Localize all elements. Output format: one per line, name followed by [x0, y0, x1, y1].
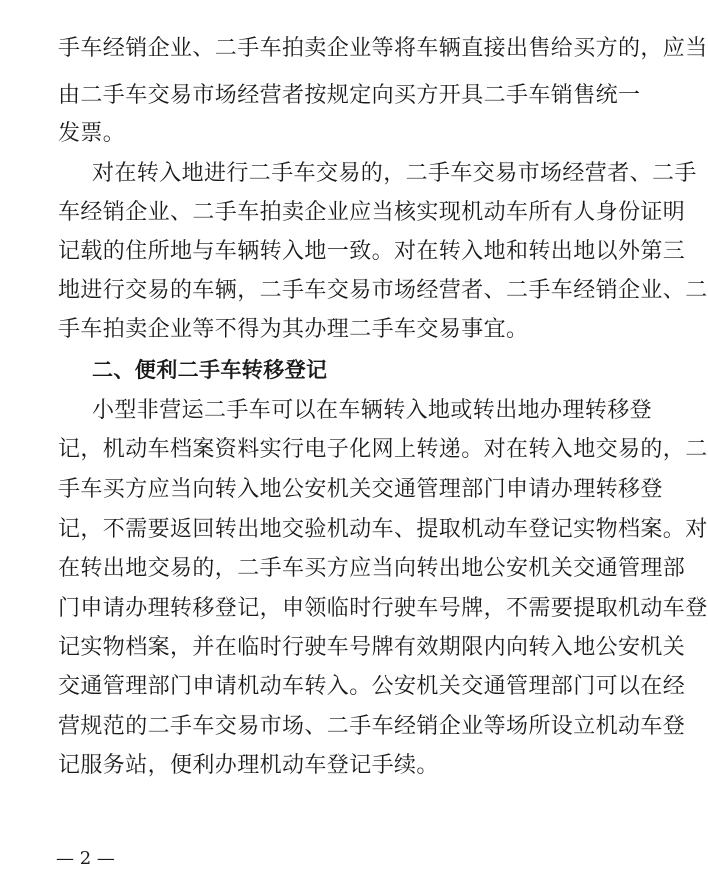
body-text-line: 手车拍卖企业等不得为其办理二手车交易事宜。 [58, 317, 529, 342]
body-text-line: 门申请办理转移登记，申领临时行驶车号牌，不需要提取机动车登 [58, 596, 708, 621]
body-text-line: 交通管理部门申请机动车转入。公安机关交通管理部门可以在经 [58, 674, 686, 699]
page-number: — 2 — [56, 848, 115, 869]
body-text-line: 车经销企业、二手车拍卖企业应当核实现机动车所有人身份证明 [58, 200, 686, 225]
body-text-line: 记，不需要返回转出地交验机动车、提取机动车登记实物档案。对 [58, 517, 708, 542]
body-text-line: 小型非营运二手车可以在车辆转入地或转出地办理转移登 [92, 398, 653, 423]
body-text-line: 记，机动车档案资料实行电子化网上转递。对在转入地交易的，二 [58, 437, 708, 462]
body-text-line: 手车买方应当向转入地公安机关交通管理部门申请办理转移登 [58, 477, 663, 502]
body-text-line: 在转出地交易的，二手车买方应当向转出地公安机关交通管理部 [58, 556, 686, 581]
body-text-line: 手车经销企业、二手车拍卖企业等将车辆直接出售给买方的，应当 [58, 36, 708, 61]
section-heading: 二、便利二手车转移登记 [92, 358, 328, 382]
body-text-line: 由二手车交易市场经营者按规定向买方开具二手车销售统一 [58, 83, 641, 108]
body-text-line: 记实物档案，并在临时行驶车号牌有效期限内向转入地公安机关 [58, 635, 686, 660]
body-text-line: 发票。 [58, 121, 126, 146]
body-text-line: 对在转入地进行二手车交易的，二手车交易市场经营者、二手 [92, 161, 697, 186]
body-text-line: 记服务站，便利办理机动车登记手续。 [58, 753, 439, 778]
body-text-line: 营规范的二手车交易市场、二手车经销企业等场所设立机动车登 [58, 714, 686, 739]
body-text-line: 记载的住所地与车辆转入地一致。对在转入地和转出地以外第三 [58, 239, 686, 264]
body-text-line: 地进行交易的车辆，二手车交易市场经营者、二手车经销企业、二 [58, 278, 708, 303]
